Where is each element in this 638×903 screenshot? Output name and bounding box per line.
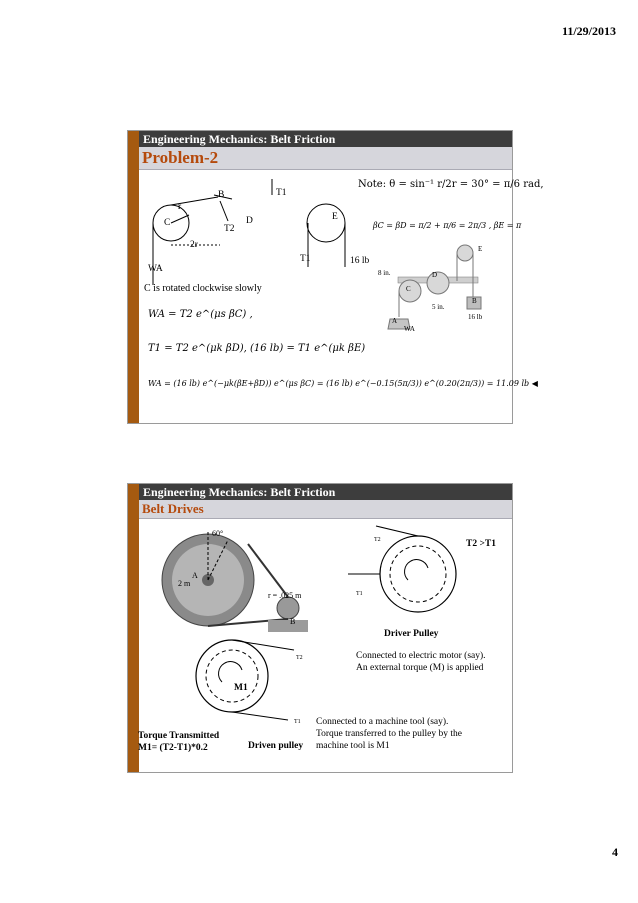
fig2-label-a: A bbox=[392, 317, 398, 325]
note-theta-equation: Note: θ = sin⁻¹ r/2r = 30° = π/6 rad, bbox=[358, 179, 544, 190]
driver-desc-line-1: Connected to electric motor (say). bbox=[356, 651, 486, 661]
label-t2: T2 bbox=[224, 224, 235, 234]
torque-transmitted-label bbox=[138, 730, 219, 754]
label-16lb: 16 lb bbox=[350, 256, 370, 266]
fig2-label-8in: 8 in. bbox=[378, 269, 391, 277]
label-t1: T1 bbox=[276, 188, 287, 198]
equation-result: WA = (16 lb) e^(−μk(βE+βD)) e^(μs βC) = (16 lb) e^(−0.15(5π/3)) e^(0.20(2π/3)) = 11.09 lb ◀ bbox=[148, 379, 538, 388]
driver-pulley-diagram bbox=[368, 524, 468, 624]
driven-pulley-label: Driven pulley bbox=[248, 741, 304, 751]
driver-description bbox=[356, 650, 486, 674]
fig2-label-5in: 5 in. bbox=[432, 303, 445, 311]
slide-problem-2 bbox=[127, 130, 544, 424]
t2-greater-t1: T2 >T1 bbox=[466, 539, 496, 549]
slide-title: Problem-2 bbox=[139, 147, 512, 170]
label-c: C bbox=[164, 218, 171, 228]
fig2-label-c: C bbox=[406, 285, 411, 293]
label-wa: WA bbox=[148, 264, 163, 274]
label-t1-bottom: T1 bbox=[300, 254, 311, 264]
torque-line-2: M1= (T2-T1)*0.2 bbox=[138, 743, 208, 753]
pulley-sketch-figure bbox=[148, 175, 391, 285]
slide-title: Belt Drives bbox=[139, 500, 512, 519]
big-radius-label: 2 m bbox=[178, 579, 191, 588]
beta-equation: βC = βD = π/2 + π/6 = 2π/3 , βE = π bbox=[373, 221, 522, 230]
driven-desc-line-3: machine tool is M1 bbox=[316, 741, 390, 751]
fig2-label-16lb: 16 lb bbox=[468, 313, 483, 321]
driver-desc-line-2: An external torque (M) is applied bbox=[356, 663, 484, 673]
slide-header: Engineering Mechanics: Belt Friction bbox=[139, 131, 512, 147]
label-r: r bbox=[178, 202, 182, 212]
label-b: B bbox=[218, 190, 225, 200]
slide-sidebar bbox=[128, 484, 139, 772]
driven-description bbox=[316, 716, 462, 752]
fig2-label-b: B bbox=[472, 297, 477, 305]
fig2-label-e: E bbox=[478, 245, 483, 253]
driver-t2-label: T2 bbox=[374, 537, 381, 543]
driver-pulley-label: Driver Pulley bbox=[384, 629, 439, 639]
driver-t1-label: T1 bbox=[356, 591, 363, 597]
slide-header: Engineering Mechanics: Belt Friction bbox=[139, 484, 512, 500]
angle-label: 60° bbox=[212, 529, 224, 538]
equation-wa: WA = T2 e^(μs βC) , bbox=[148, 309, 253, 320]
label-2r: 2r bbox=[190, 240, 198, 250]
driven-t1-label: T1 bbox=[294, 719, 301, 725]
pulley-b-label: B bbox=[290, 617, 296, 626]
torque-line-1: Torque Transmitted bbox=[138, 731, 220, 741]
equation-t1: T1 = T2 e^(μk βD), (16 lb) = T1 e^(μk βE) bbox=[148, 343, 366, 354]
small-radius-label: r = .025 m bbox=[268, 591, 302, 600]
rotation-caption: C is rotated clockwise slowly bbox=[144, 283, 262, 294]
page-date: 11/29/2013 bbox=[561, 24, 616, 38]
driven-m1-label: M1 bbox=[234, 683, 248, 693]
fig2-label-wa: WA bbox=[404, 325, 415, 333]
driven-desc-line-1: Connected to a machine tool (say). bbox=[316, 717, 449, 727]
pulley-a-label: A bbox=[192, 571, 198, 580]
slide-belt-drives bbox=[127, 483, 513, 773]
page-number: 4 bbox=[612, 845, 618, 859]
label-d: D bbox=[246, 216, 253, 226]
slide-sidebar bbox=[128, 131, 139, 423]
driven-t2-label: T2 bbox=[296, 655, 303, 661]
driven-desc-line-2: Torque transferred to the pulley by the bbox=[316, 729, 463, 739]
driven-pulley-diagram bbox=[188, 636, 298, 726]
fig2-label-d: D bbox=[432, 271, 438, 279]
label-e: E bbox=[332, 212, 338, 222]
